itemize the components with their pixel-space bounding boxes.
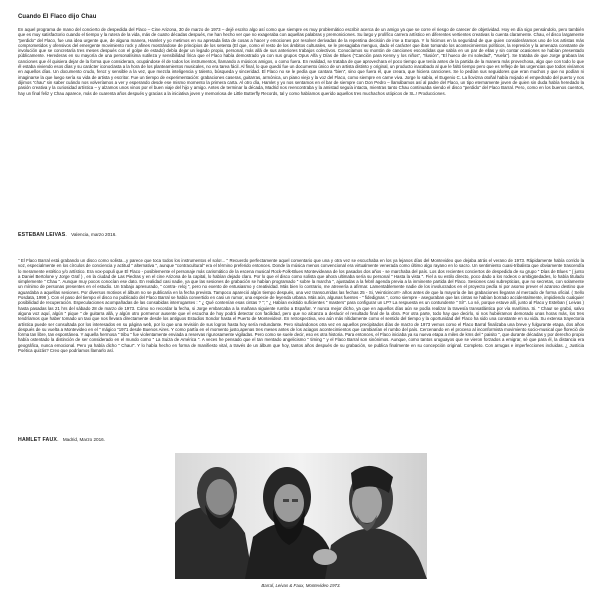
signature-name: ESTEBAN LEIVAS [18,232,66,238]
second-paragraph: " El Flaco Barral está grabando un disco como solista...y parece que toca todos los instrumentos el solo!... " Recuerdo perfectamente aquel comentario que una y otra vez se escuchaba en los ya lejanos días del Montevideo que dejaba atrás el verano de 1973. Rápidamente había corrido la voz, especialmente en los círculos de conciencia y actitud " alternativa ", aunque "contracultural" era el término preferido entonces. Donde la música menos convencional era virtualmente venerada como último algo rayano en lo sacro. Un sentimiento cuasi-tribalista que obviamente trascendía lo meramente estético y/o artístico. Era vox-populi que El Flaco - posiblemente el personaje más carismático de la escena musical Rock-Folk-Blues Montevideana de los pasados dos años - se marchaba del país. Los dos recientes conciertos de despedida de su grupo " Días de Blues " ( junto a Daniel Bertolone y Jorge Graf ) , en la ciudad de Las Piedras y en el cine Arizona de la capital, lo habían dejado claro. Por lo que el disco como solista que ahora ultimaba sería su personal " Hasta la vista ". Fiel a su estilo directo, poco dado a los rodeos o ambigüedades, lo había titulado simplemente " Chau ". Aunque muy pocos conocían ese dato. En realidad casi nadie, ya que las sesiones de grabación se habían programado " sobre la marcha ", ajustadas a la febril agenda previa a la inminente partida del Flaco. Sesiones casi subrepticias, que no secretas, con solamente un mínimo de personas presentes en el estudio. Un trabajo apresurado, " contra- reloj ", pero no exento de entusiasmo y creatividad. Más bien lo contrario, me atrevería a afirmar. Lamentablemente nadie de los involucrados en el proyecto pedía ni por asomo prever el azaroso destino que aguardaba a aquellas sesiones. Por diversos motivos el álbum no se publicaría en la fecha prevista. Tampoco apareció algún tiempo después, una vez transcurridas las fechas 25 - Si, Veinticinco!!!- años antes de que la mayoría de las grabaciones llegaran al mercado de forma oficial. ( Sello Posdata, 1998 ). Con el paso del tiempo el disco no publicado del Flaco Barral se había convertido en casi un rumor, una especie de leyenda urbana. Más aún, algunas fuentes - " fidedignas ", como siempre - aseguraban que las cintas se habían borrado accidentalmente, impidiendo cualquier posibilidad de recuperación. Especulaciones acompañadas de las consabidas interrogantes : " ¿ Qué contenían esas cintas ? "; " ¿ Habían existido suficientes " masters" para configurar un LP? La respuesta es un contundente " Sí!". Lo sé, porque estuve allí, junto al Flaco y Esteban ( Leivas ) hasta pasadas las 21 hrs del sábado 28 de marzo de 1973. Cómo no recordar la fecha, si Jorge embarcaba a la mañana siguiente rumbo a España!. Y nunca mejor dicho, ya que en aquellos días aún se podía realizar la travesía transatlántica por vía marítima. Si. " Chau! se grabó, salvo alguna voz aquí, algún " pique " de guitarra allá, y algún otro pormenor ausente que el escucha de hoy podrá detectar con facilidad, pero que no alcanza a deslucir el resultado final de la obra. Por otra parte, todo hay que decirlo, si nos hubiéramos demorado unas horas más, los tres tendríamos que haber tomado un taxi que nos llevara directamente desde los antiguos Estudios Sondor hasta el Puerto de Montevideo!. En retrospectiva, veo aún más nítidamente como el sentido del tiempo y la oportunidad del Flaco ha sido una constante en su vida. Su extensa trayectoria artística puede ser consultada por los interesados en su página web, por lo que una revisión de sus logros hasta hoy sería redundante. Pero situándonos otra vez en aquellos precipitados días de marzo de 1973 vemos como el Flaco Barral finalizaba una breve y fulgurante etapa, dos años después de su vuelta a Montevideo en el " mágico "1971 desde Buenos Aires. Y como partía en el momento justo,apenas tres meses antes de los aciagos acontecimientos que cambiarían el rumbo del país. Cercenando en el proceso al inconformista movimiento socio-musical que floreció de forma tan libre, tan espontánea. Y aquella hermosa " tribu " fue violentamente enviada a reservas rigurosamente vigiladas. Pero como se suele decir, eso es otra historia. Para entonces, el Flaco iniciaba ya su nueva etapa a miles de kms del " paisito ", que durante décadas y por derecho propio había ostentado la distinción de ser considerado en el mundo como " La Suiza de América ". A veces he pensado que el tan mentado angelicismo " timing " y el Flaco Barral son sinónimos. Aunque, como tantos uruguayos que se vieron forzados a emigrar, sé que para él, la distancia era geográfica, nunca emocional. Pero ya había dicho " Chau!". Y lo había hecho en forma de manifiesto vital, a través de un álbum que hoy, tantos años después de su grabación, se publica finalmente en su concepción original. Completo. Con arrugas e imperfecciones incluidas. ¿ Justicia Poética quizás? Creo que podríamos llamarlo así. [18,258,584,354]
photo-caption: Barral, Leivas & Faux, Montevideo 1973. [261,583,341,588]
second-text-block [18,258,584,353]
intro-text-block [18,27,584,96]
signature-place-date: Madrid, Marzo 2016. [62,437,105,442]
document-title: Cuando El Flaco dijo Chau [18,14,97,20]
signature-esteban-leivas: ESTEBAN LEIVAS. Valencia, marzo 2016. [18,232,117,238]
band-photo [175,453,427,579]
signature-place-date: Valencia, marzo 2016. [71,232,117,237]
signature-hamlet-faux: HAMLET FAUX. Madrid, Marzo 2016. [18,437,105,443]
intro-paragraph: En aquel programa de mano del concierto de despedida del Flaco – Cine Arizona, 30 de marzo de 1973 – dejé escrito algo así como que siempre es muy problemático escribir acerca de un amigo ya que se corre el riesgo de carecer de objetividad. Hoy en día sigo pensándolo, pero también que es muy satisfactorio cuando el tiempo y la rutera de la vida, más de cuatro décadas después, me han hecho ver que no exageraba con aquellas palabras y premoniciones. Su largo y prolífico carrera artístico en diferentes vertientes creativas lo cuenta claramente. Chau, el disco largamente "perdido" del Flaco, fue una idea urgente que, de alguna manera, Hamlet y yo metimos en su apretada lista de cosas a hacer y emociones por resolver derivadas de la repentina decisión de irse a Europa. Y lo hicimos en la seguridad de que quien consideráramos uno de los artistas más comprometidos y ofensivos del emergente movimiento rock y afines mostrándose de principios de los setenta (El que, como el resto de los ámbitos culturales, se le presagiaba menguo, dado el carácter que iban tomando los acontecimientos políticos, la represión y la amenaza constante de involución que se concretaría tres meses después con el golpe de estado) debía dejar un legado propio, personal, más allá de sus anteriores trabajos colectivos. Conocíamos su montón de canciones escondidas que sabía en un par de ellas y sin contar ocasiones se habían presentado públicamente. Herederas en su mayoría de una personalísima sutileza y sensibilidad lírica que el Flaco había demostrado ya con sus grupos Opus Alfa y Días de Blues ("Canción para Kenny y los niños", "Ilusión", "El hueco de mi soledad", "Vuela"). Se trataba de que Jorge grabara las canciones que él quisiera dejar de la forma que considerara, ocupándose él de todos los instrumentos, llamando a músicos amigos, o como fuera. En realidad, se trataba de que aprovechara el poco tiempo que tenía antes de la partida de la manera más provechosa, algo que con todo lo que él estaba viviendo esos días y su carácter iconoclasta a la hora de los planteamientos musicales, no era tarea fácil. Al final, lo que quedó fue un documento único de un artista distinto y original, un producto inacabado al que le faltó tiempo pero que es reflejo de las urgencias que todos vivíamos en aquellos días. Un documento crudo, feroz y sensible a la vez, que mezcla inteligencia y talento, búsqueda y sinceridad. El Flaco no se le pedía que cantara "bien", sino que fuera él, que creara, que hiciera canciones. Se lo pedían sus seguidores que eran muchos y que no podían ni imaginarse la que luego sería su vida de artista y escritor. Fue un tiempo de experimentación: grabaciones caseras, guitarras, armónica, un piano viejo y la voz del Flaco, como siempre en carne viva. Jorge lo sabía, el Eugenio C. La llovizna otoñal había mojado el empedrado del puerto y nos dijimos "chau" sin saber cuándo nos volveríamos a ver y esperando desde ese mismo momento la primera carta. Al otro día, Hamlet y yo nos sentamos en el bar de siempre con Don Pedro – llamábamos así al padre del Flaco, un tipo eternamente joven de quien sin duda había heredado la pasión creativa y la curiosidad artística – y alzamos unos vinos por el buen viaje del hijo y amigo. Antes de terminar la década, Madrid nos reencontraba y la amistad seguía intacta, mientras tanto Chau continuaba siendo el disco "perdido" del Flaco Barral. Pero, como en los buenos cuentos, hay un final feliz y Chau aparece, más de cuarenta años después y gracias a la iniciativa joven y memoriosa de Little Butterfly Records, tal y como habíamos querido aquellos tres muchachos utópicos de SL.! Producciones. [18,27,584,96]
signature-name: HAMLET FAUX [18,437,58,443]
